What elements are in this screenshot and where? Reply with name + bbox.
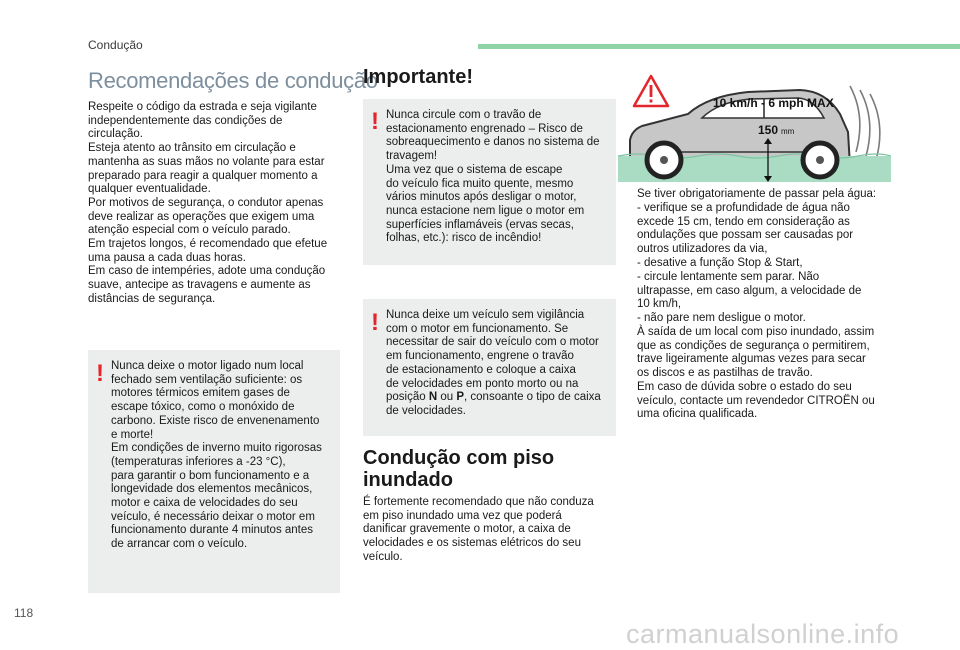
warning-unattended-text: Nunca deixe um veículo sem vigilância com o motor em funcionamento. Se necessitar de sair do veículo com o motor em funcionamento, engrene o travão de estacionamento e coloque a caixa de velocidades em ponto morto ou na posição N ou P, consoante o tipo de caixa de velocidades. — [386, 309, 601, 417]
chapter-title: Condução — [88, 38, 143, 52]
water-guide-intro: Se tiver obrigatoriamente de passar pela água: — [637, 188, 877, 200]
warning-box-engine — [88, 350, 340, 593]
warning-parking-brake-text: Nunca circule com o travão de estacionamento engrenado – Risco de sobreaquecimento e danos no sistema de travagem! Uma vez que o sistema de escape do veículo fica muito quente, mesmo vários minutos após desligar o motor, nunca estacione nem ligue o motor em superfícies inflamáveis (ervas secas, folhas, etc.): risco de incêndio! — [386, 109, 600, 245]
water-depth-unit: mm — [781, 127, 795, 136]
gear-position-p: P — [456, 391, 465, 404]
speed-limit-label: 10 km/h - 6 mph MAX — [713, 96, 834, 110]
section-title-driving: Recomendações de condução — [88, 68, 378, 93]
flooded-road-illustration — [618, 74, 891, 182]
water-guide-item-depth: - verifique se a profundidade de água não excede 15 cm, tendo em consideração as ondulações que possam ser causadas por outros utilizadores da via, — [637, 202, 854, 256]
warning-box-parking-brake — [363, 99, 616, 265]
section-title-flooded: Condução com piso inundado — [363, 447, 555, 491]
watermark: carmanualsonline.info — [626, 619, 900, 649]
driving-intro: Respeite o código da estrada e seja vigilante independentemente das condições de circulação. Esteja atento ao trânsito em circulação e mantenha as suas mãos no volante para estar preparado para reagir a qualquer momento a qualquer eventualidade. Por motivos de segurança, o condutor apenas deve realizar as operações que exigem uma atenção especial com o veículo parado. Em trajetos longos, é recomendado que efetue uma pausa a cada duas horas. Em caso de intempéries, adote uma condução suave, antecipe as travagens e aumente as distâncias de segurança. — [88, 101, 328, 305]
gear-position-n: N — [428, 391, 438, 404]
warning-icon: ! — [96, 360, 104, 387]
water-guide-after: À saída de um local com piso inundado, assim que as condições de segurança o permitirem, trave ligeiramente algumas vezes para secar os discos e as pastilhas de travão. Em caso de dúvida sobre o estado do seu veículo, contacte um revendedor CITROËN ou uma oficina qualificada. — [637, 326, 875, 421]
warning-triangle-icon — [634, 76, 668, 106]
water-guide-item-engine: - não pare nem desligue o motor. — [637, 312, 806, 324]
water-guide-item-speed: - circule lentamente sem parar. Não ultrapasse, em caso algum, a velocidade de 10 km/h, — [637, 271, 862, 311]
warning-icon: ! — [371, 309, 379, 336]
water-guide-item-stop-start: - desative a função Stop & Start, — [637, 257, 803, 269]
flooded-body: É fortemente recomendado que não conduza em piso inundado uma vez que poderá danificar gravemente o motor, a caixa de velocidades e os sistemas elétricos do seu veículo. — [363, 496, 594, 563]
water-depth-value: 150 — [758, 123, 779, 137]
chapter-bar — [478, 44, 960, 49]
section-title-important: Importante! — [363, 66, 473, 88]
warning-engine-text: Nunca deixe o motor ligado num local fechado sem ventilação suficiente: os motores térmicos emitem gases de escape tóxico, como o monóxido de carbono. Existe risco de envenenamento e morte! Em condições de inverno muito rigorosas (temperaturas inferiores a -23 °C), para garantir o bom funcionamento e a longevidade dos elementos mecânicos, motor e caixa de velocidades do seu veículo, é necessário deixar o motor em funcionamento durante 4 minutos antes de arrancar com o veículo. — [111, 360, 322, 551]
warning-box-unattended — [363, 299, 616, 436]
warning-icon: ! — [371, 108, 379, 135]
page-number: 118 — [14, 606, 34, 620]
